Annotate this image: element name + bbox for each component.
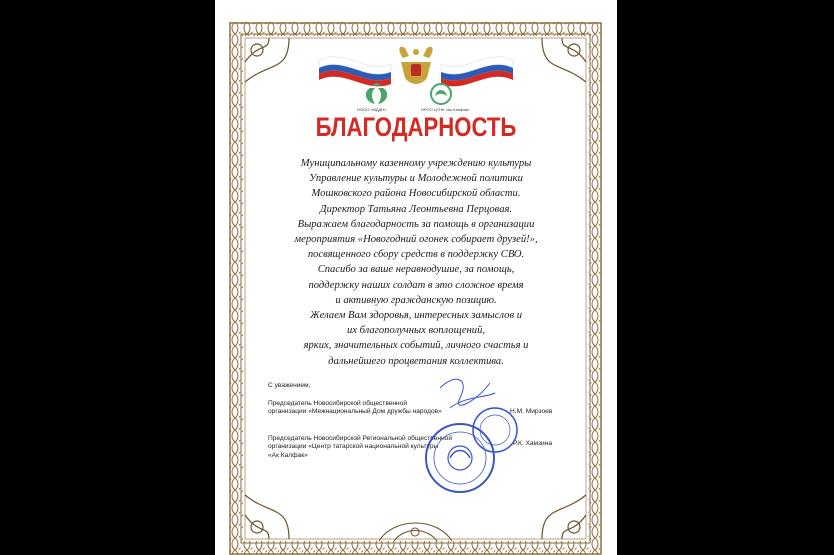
body-line: и активную гражданскую позицию. bbox=[335, 294, 497, 306]
signer2-name: Р.К. Хамзина bbox=[513, 440, 553, 447]
body-line: мероприятия «Новогодний огонек собирает друзей!», bbox=[294, 234, 538, 246]
body-line: Спасибо за ваше неравнодушие, за помощь, bbox=[317, 264, 515, 276]
body-line: ярких, значительных событий, личного счастья и bbox=[303, 340, 529, 352]
kalfak-logo-icon bbox=[431, 84, 451, 104]
body-line: Выражаем благодарность за помощь в организации bbox=[297, 218, 535, 230]
signer2-title-line3: «Ак Калфак» bbox=[268, 451, 308, 459]
body-line: поддержку наших солдат в это сложное время bbox=[308, 279, 524, 291]
signer2-title-line1: Председатель Новосибирской Региональной общественной bbox=[268, 435, 452, 442]
regards-text: С уважением, bbox=[268, 382, 311, 389]
body-line: Желаем Вам здоровья, интересных замыслов и bbox=[310, 310, 522, 322]
certificate-page bbox=[215, 0, 617, 555]
body-line: их благополучных воплощений, bbox=[346, 325, 486, 337]
double-headed-eagle-icon bbox=[399, 47, 432, 84]
signer1-title-line1: Председатель Новосибирской общественной bbox=[268, 400, 408, 407]
body-line: Муниципальному казенному учреждению культуры bbox=[300, 158, 532, 169]
body-line: посвященного сбору средств в поддержку СВО. bbox=[307, 249, 525, 261]
document-title: БЛАГОДАРНОСТЬ bbox=[315, 112, 517, 142]
body-line: Директор Татьяна Леонтьевна Перцовая. bbox=[319, 203, 513, 215]
right-logo-label: НРОО ЦТНК «Ак Калфак» bbox=[421, 107, 470, 112]
body-line: дальнейшего процветания коллектива. bbox=[328, 355, 504, 367]
signature-stamps bbox=[400, 368, 520, 498]
signature-icon bbox=[440, 379, 495, 408]
body-text bbox=[255, 156, 577, 369]
signer2-title-line2: организации «Центр татарской национальной культуры bbox=[268, 443, 439, 451]
signer1-title-line2: организации «Межнациональный Дом дружбы народов» bbox=[268, 408, 442, 416]
signer1-name: Н.М. Мирзоев bbox=[510, 408, 553, 415]
body-line: Управление культуры и Молодежной политики bbox=[309, 173, 523, 185]
body-line: Мошковского района Новосибирской области. bbox=[311, 188, 521, 200]
left-logo-label: НООО «МДДН» bbox=[357, 107, 387, 112]
round-seal-icon bbox=[426, 424, 494, 492]
